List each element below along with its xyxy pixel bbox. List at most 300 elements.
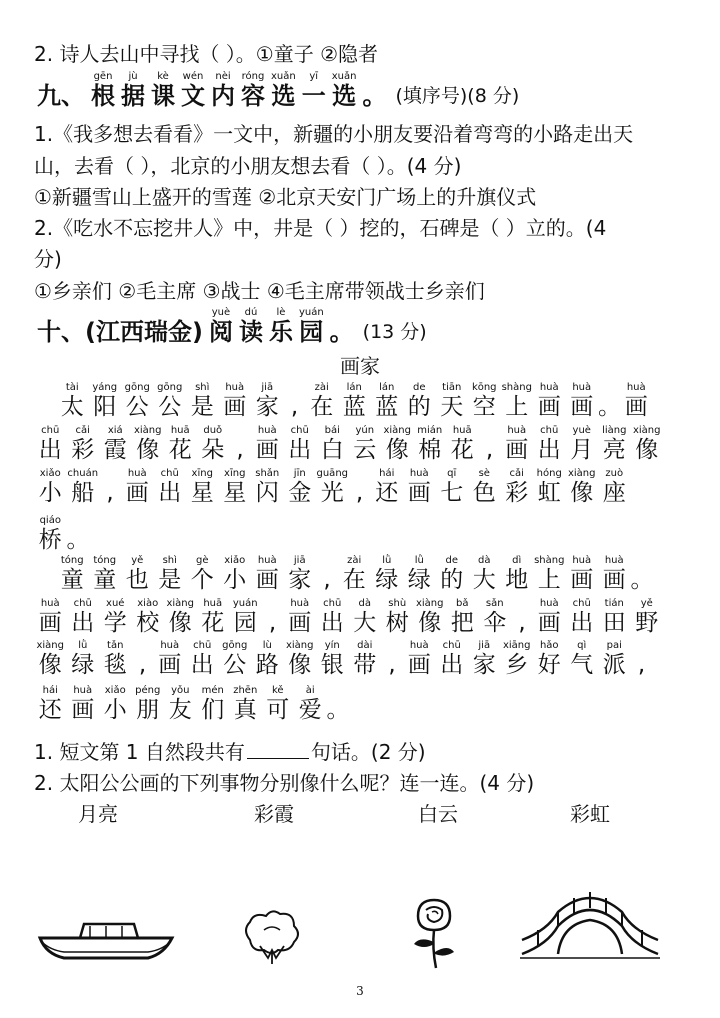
hanzi: 上: [537, 567, 561, 593]
passage-char: [468, 382, 501, 421]
passage-char: [468, 555, 501, 594]
passage-char: [338, 382, 371, 421]
pinyin: huà: [572, 382, 592, 393]
passage-char: [371, 382, 404, 421]
hanzi: 彩: [71, 437, 95, 463]
pinyin: [631, 555, 653, 566]
hanzi: 色: [472, 480, 496, 506]
pinyin: chuán: [67, 468, 99, 479]
passage-char: [99, 598, 132, 637]
passage-char: [631, 640, 653, 679]
pinyin: bái: [324, 425, 340, 436]
pinyin: hái: [379, 468, 395, 479]
pinyin: róng: [241, 71, 265, 82]
heading-char: [362, 72, 386, 110]
hanzi: 内: [211, 82, 235, 110]
pinyin: xiàng: [567, 468, 596, 479]
hanzi: 个: [190, 567, 214, 593]
q8-line-2: 2. 诗人去山中寻找（ ）。①童子 ②隐者: [34, 42, 379, 66]
pinyin: huà: [257, 555, 277, 566]
hanzi: 蓝: [375, 394, 399, 420]
hanzi: 园: [299, 318, 324, 346]
passage-char: [219, 382, 252, 421]
passage-char: [533, 598, 566, 637]
hanzi: 像: [38, 652, 62, 678]
boat-icon[interactable]: [36, 918, 176, 968]
hanzi: ,: [268, 610, 277, 636]
hanzi: 太: [60, 394, 84, 420]
passage-char: [284, 640, 317, 679]
passage-char: [89, 382, 122, 421]
passage-char: [197, 425, 230, 464]
hanzi: 树: [385, 610, 409, 636]
passage-char: [349, 598, 382, 637]
heading-char: [37, 308, 203, 346]
heading-char: [151, 72, 175, 110]
section-10-title: [34, 308, 357, 346]
pinyin: chū: [572, 598, 591, 609]
passage-char: [468, 468, 501, 507]
passage-char: [251, 425, 284, 464]
hanzi: 的: [440, 567, 464, 593]
passage-char: [349, 425, 382, 464]
pinyin: xué: [106, 598, 125, 609]
passage-char: [121, 555, 154, 594]
pinyin: xiàng: [415, 598, 444, 609]
hanzi: 。: [329, 318, 354, 346]
passage-char: [306, 382, 339, 421]
hanzi: 。: [630, 567, 654, 593]
pinyin: huà: [409, 468, 429, 479]
hanzi: 像: [168, 610, 192, 636]
s9-q2-line-2: 分): [34, 247, 62, 271]
pinyin: yuè: [211, 307, 231, 318]
passage-char: [381, 640, 403, 679]
heading-char: [330, 308, 354, 346]
hanzi: 天: [440, 394, 464, 420]
pinyin: dài: [357, 640, 373, 651]
pinyin: shì: [162, 555, 177, 566]
passage-char: [533, 468, 566, 507]
hanzi: 绿: [71, 652, 95, 678]
passage-char: [598, 598, 631, 637]
section-9-heading: [34, 72, 519, 110]
heading-char: [271, 72, 296, 110]
pinyin: dì: [512, 555, 522, 566]
hanzi: 桥: [38, 527, 62, 553]
passage-char: [479, 598, 512, 637]
pinyin: guāng: [316, 468, 348, 479]
hanzi: 云: [353, 437, 377, 463]
hanzi: 还: [38, 697, 62, 723]
passage-char: [186, 555, 219, 594]
answer-blank[interactable]: [247, 740, 309, 759]
passage-char: [511, 598, 533, 637]
passage-line: [34, 685, 349, 724]
hanzi: ,: [138, 652, 147, 678]
hanzi: 星: [223, 480, 247, 506]
hanzi: 虹: [537, 480, 561, 506]
pinyin: xīng: [191, 468, 213, 479]
pinyin: yě: [131, 555, 144, 566]
passage-line: [34, 468, 631, 507]
bridge-icon[interactable]: [518, 880, 662, 960]
pinyin: gè: [196, 555, 209, 566]
pinyin: xiǎo: [39, 468, 61, 479]
s9-q2-line-1: 2.《吃水不忘挖井人》中，井是（ ）挖的，石碑是（ ）立的。(4: [34, 216, 607, 240]
passage-char: [284, 382, 306, 421]
pinyin: [99, 468, 121, 479]
s10-q2: 2. 太阳公公画的下列事物分别像什么呢？连一连。(4 分): [34, 771, 535, 795]
hanzi: 画: [624, 394, 648, 420]
pinyin: xuǎn: [271, 71, 296, 82]
pinyin: [631, 640, 653, 651]
passage-char: [501, 640, 534, 679]
pinyin: lán: [379, 382, 395, 393]
pinyin: nèi: [215, 71, 231, 82]
hanzi: 画: [505, 437, 529, 463]
choice-rosy-clouds[interactable]: 彩霞: [254, 802, 294, 826]
rose-icon[interactable]: [404, 892, 464, 970]
hanzi: 画: [288, 610, 312, 636]
hanzi: 派: [602, 652, 626, 678]
passage-char: [371, 468, 404, 507]
passage-char: [316, 555, 338, 594]
passage-char: [121, 468, 154, 507]
pinyin: [381, 640, 403, 651]
passage-char: [56, 382, 89, 421]
pinyin: lǜ: [414, 555, 424, 566]
section-9-title: [34, 72, 389, 110]
pinyin: huà: [225, 382, 245, 393]
pinyin: sè: [478, 468, 490, 479]
pinyin: [34, 555, 56, 566]
hanzi: 地: [505, 567, 529, 593]
hanzi: 家: [255, 394, 279, 420]
passage-char: [284, 425, 317, 464]
pinyin: jiā: [261, 382, 274, 393]
pinyin: huà: [40, 598, 60, 609]
hanzi: 棉: [418, 437, 442, 463]
passage-char: [533, 425, 566, 464]
pinyin: [262, 598, 284, 609]
hanzi: 可: [266, 697, 290, 723]
passage-char: [349, 640, 382, 679]
hanzi: 出: [320, 610, 344, 636]
hanzi: 空: [472, 394, 496, 420]
hanzi: 选: [332, 82, 357, 110]
passage-char: [121, 382, 154, 421]
passage-char: [294, 685, 327, 724]
choice-rainbow[interactable]: 彩虹: [570, 802, 610, 826]
hanzi: 画: [602, 567, 626, 593]
hanzi: 公: [125, 394, 149, 420]
passage-char: [533, 382, 566, 421]
hanzi: 在: [310, 394, 334, 420]
pinyin: huā: [203, 598, 223, 609]
passage-char: [566, 555, 599, 594]
hanzi: 出: [71, 610, 95, 636]
pinyin: gōng: [157, 382, 183, 393]
passage-line: [34, 515, 89, 554]
hanzi: ,: [637, 652, 646, 678]
hanzi: 路: [255, 652, 279, 678]
passage-char: [262, 685, 295, 724]
hanzi: 绿: [375, 567, 399, 593]
heading-char: [332, 72, 357, 110]
passage-char: [34, 598, 67, 637]
hanzi: ,: [485, 437, 494, 463]
pinyin: [362, 72, 386, 82]
hanzi: 画: [125, 480, 149, 506]
pinyin: péng: [135, 685, 161, 696]
pinyin: qì: [577, 640, 587, 651]
passage-char: [566, 640, 599, 679]
pinyin: chū: [442, 640, 461, 651]
passage-char: [620, 382, 653, 421]
hanzi: 课: [151, 82, 175, 110]
pinyin: xiāng: [502, 640, 531, 651]
pinyin: chū: [323, 598, 342, 609]
pinyin: zhēn: [233, 685, 258, 696]
hanzi: 金: [288, 480, 312, 506]
passage-char: [479, 425, 501, 464]
cotton-icon[interactable]: [240, 906, 304, 966]
pinyin: xiàng: [133, 425, 162, 436]
passage-char: [229, 425, 251, 464]
passage-char: [251, 382, 284, 421]
heading-char: [299, 308, 324, 346]
pinyin: liàng: [602, 425, 627, 436]
passage-char: [56, 555, 89, 594]
hanzi: 们: [201, 697, 225, 723]
passage-char: [533, 640, 566, 679]
hanzi: 伞: [483, 610, 507, 636]
pinyin: [330, 308, 354, 318]
passage-char: [371, 555, 404, 594]
hanzi: 容: [241, 82, 265, 110]
hanzi: 田: [602, 610, 626, 636]
pinyin: xuǎn: [331, 71, 357, 82]
pinyin: lù: [262, 640, 272, 651]
pinyin: xiàng: [166, 598, 194, 609]
hanzi: 毯: [103, 652, 127, 678]
pinyin: huà: [539, 382, 559, 393]
hanzi: ,: [290, 394, 299, 420]
pinyin: [511, 598, 533, 609]
passage-char: [219, 640, 252, 679]
hanzi: 出: [158, 480, 182, 506]
passage-char: [338, 555, 371, 594]
passage-char: [446, 425, 479, 464]
passage-char: [132, 598, 165, 637]
heading-char: [302, 72, 326, 110]
hanzi: 据: [121, 82, 145, 110]
hanzi: 花: [450, 437, 474, 463]
pinyin: chū: [73, 598, 92, 609]
passage-char: [566, 468, 599, 507]
heading-char: [181, 72, 205, 110]
hanzi: 座: [602, 480, 626, 506]
s9-q1-line-1: 1.《我多想去看看》一文中，新疆的小朋友要沿着弯弯的小路走出天: [34, 122, 634, 146]
hanzi: 像: [635, 437, 659, 463]
passage-char: [67, 425, 100, 464]
passage-line: [34, 425, 663, 464]
choice-moon[interactable]: 月亮: [78, 802, 118, 826]
pinyin: zài: [314, 382, 329, 393]
hanzi: 出: [190, 652, 214, 678]
pinyin: shàng: [501, 382, 532, 393]
passage-char: [99, 685, 132, 724]
passage-char: [67, 515, 89, 554]
pinyin: lǜ: [78, 640, 88, 651]
hanzi: 九、: [37, 82, 85, 110]
passage-char: [197, 685, 230, 724]
hanzi: 。: [362, 82, 387, 110]
section-9-note: (填序号)(8 分): [395, 85, 520, 107]
pinyin: huā: [452, 425, 472, 436]
hanzi: 亮: [602, 437, 626, 463]
hanzi: 画: [255, 437, 279, 463]
s9-q1-options: ①新疆雪山上盛开的雪莲 ②北京天安门广场上的升旗仪式: [34, 185, 537, 209]
hanzi: 彩: [505, 480, 529, 506]
pinyin: kōng: [471, 382, 497, 393]
hanzi: 真: [233, 697, 257, 723]
hanzi: 好: [537, 652, 561, 678]
pinyin: yě: [640, 598, 653, 609]
passage-char: [631, 598, 664, 637]
passage-char: [436, 468, 469, 507]
hanzi: 星: [190, 480, 214, 506]
pinyin: chū: [540, 425, 559, 436]
passage-char: [566, 598, 599, 637]
pinyin: shì: [195, 382, 210, 393]
pinyin: chū: [290, 425, 309, 436]
passage-char: [501, 468, 534, 507]
passage-char: [229, 598, 262, 637]
hanzi: 花: [201, 610, 225, 636]
passage-line: [34, 555, 653, 594]
pinyin: tóng: [93, 555, 117, 566]
passage-char: [598, 640, 631, 679]
pinyin: yǒu: [171, 685, 190, 696]
passage-char: [34, 685, 67, 724]
passage-char: [154, 640, 187, 679]
pinyin: shàng: [534, 555, 565, 566]
passage-char: [34, 640, 67, 679]
hanzi: 月: [570, 437, 594, 463]
hanzi: 公: [158, 394, 182, 420]
passage-char: [67, 598, 100, 637]
hanzi: ,: [323, 567, 331, 593]
passage-char: [403, 382, 436, 421]
pinyin: gōng: [124, 382, 150, 393]
passage-char: [132, 640, 154, 679]
passage-char: [186, 468, 219, 507]
passage-char: [164, 425, 197, 464]
hanzi: ,: [388, 652, 396, 678]
pinyin: tiān: [442, 382, 462, 393]
pinyin: qiáo: [39, 515, 61, 526]
pinyin: [349, 468, 371, 479]
passage-char: [327, 685, 349, 724]
hanzi: 船: [71, 480, 95, 506]
passage-char: [501, 382, 534, 421]
pinyin: huà: [290, 598, 310, 609]
hanzi: 七: [440, 480, 464, 506]
pinyin: [132, 640, 154, 651]
section-10-heading: [34, 308, 427, 346]
pinyin: huà: [127, 468, 147, 479]
hanzi: 童: [93, 567, 117, 593]
passage-char: [598, 382, 620, 421]
passage-char: [381, 598, 414, 637]
pinyin: xiǎo: [104, 685, 126, 696]
hanzi: 画: [158, 652, 182, 678]
passage-char: [446, 598, 479, 637]
pinyin: wén: [182, 71, 204, 82]
pinyin: xiào: [137, 598, 159, 609]
hanzi: 画: [570, 567, 594, 593]
pinyin: sǎn: [485, 598, 504, 609]
pinyin: xiǎo: [224, 555, 246, 566]
pinyin: [598, 382, 620, 393]
passage-char: [219, 468, 252, 507]
pinyin: chū: [41, 425, 60, 436]
hanzi: 还: [375, 480, 399, 506]
hanzi: [34, 393, 56, 421]
passage-char: [229, 685, 262, 724]
passage-char: [251, 640, 284, 679]
pinyin: hǎo: [539, 640, 559, 651]
hanzi: 把: [450, 610, 474, 636]
hanzi: 。: [326, 697, 350, 723]
passage-char: [403, 468, 436, 507]
passage-char: [99, 468, 121, 507]
hanzi: 画: [71, 697, 95, 723]
hanzi: 花: [168, 437, 192, 463]
s10-q1-prefix: 1. 短文第 1 自然段共有: [34, 740, 245, 764]
pinyin: de: [445, 555, 458, 566]
hanzi: ,: [518, 610, 526, 636]
passage-char: [403, 640, 436, 679]
passage-char: [436, 640, 469, 679]
hanzi: 是: [158, 567, 182, 593]
hanzi: 公: [223, 652, 247, 678]
pinyin: zuò: [605, 468, 624, 479]
hanzi: 童: [60, 567, 84, 593]
hanzi: [34, 566, 56, 594]
hanzi: 带: [353, 652, 377, 678]
hanzi: 上: [505, 394, 529, 420]
passage-char: [501, 425, 534, 464]
hanzi: 。: [66, 527, 90, 553]
passage-char: [89, 555, 122, 594]
choice-white-clouds[interactable]: 白云: [418, 802, 458, 826]
pinyin: jīn: [293, 468, 306, 479]
hanzi: 像: [418, 610, 442, 636]
heading-char: [37, 72, 85, 110]
s9-q1-line-2: 山，去看（ ），北京的小朋友想去看（ ）。(4 分): [34, 154, 462, 178]
s10-q1: [34, 736, 426, 765]
pinyin: yún: [355, 425, 375, 436]
pinyin: lè: [276, 307, 286, 318]
pinyin: lán: [346, 382, 362, 393]
hanzi: 画: [570, 394, 594, 420]
passage-char: [154, 555, 187, 594]
passage-char: [251, 555, 284, 594]
pinyin: chū: [193, 640, 212, 651]
